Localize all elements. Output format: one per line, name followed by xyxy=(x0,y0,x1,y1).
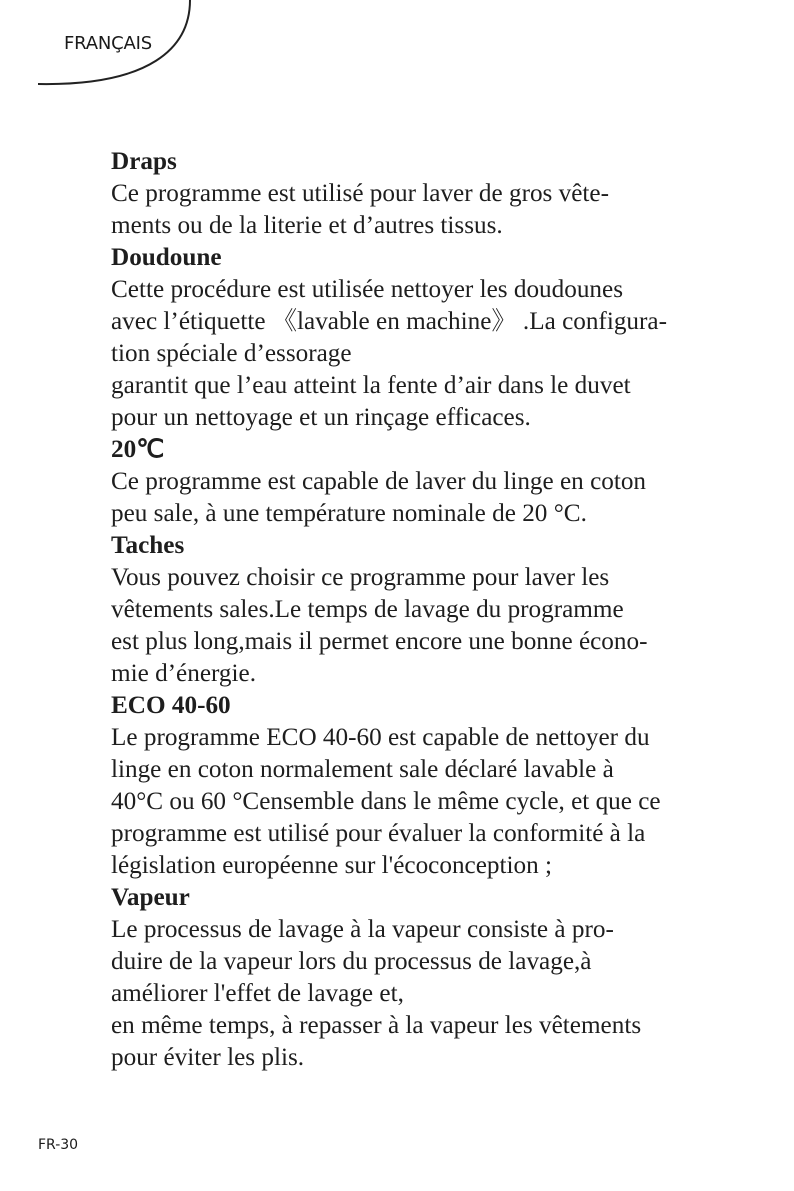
section-vapeur xyxy=(111,882,731,1074)
body-line: avec l’étiquette 《lavable en machine》 .La configura- xyxy=(111,308,667,335)
section-title: 20℃ xyxy=(111,436,165,463)
section-doudoune xyxy=(111,242,731,434)
body-line: mie d’énergie. xyxy=(111,660,257,687)
body-line: 40°C ou 60 °Censemble dans le même cycle, et que ce xyxy=(111,788,661,815)
body-line: Ce programme est capable de laver du linge en coton xyxy=(111,468,647,495)
body-line: Vous pouvez choisir ce programme pour laver les xyxy=(111,564,610,591)
section-title: ECO 40-60 xyxy=(111,692,231,719)
section-title: Draps xyxy=(111,148,177,175)
body-line: programme est utilisé pour évaluer la conformité à la xyxy=(111,820,646,847)
page-number: FR-30 xyxy=(38,1137,79,1153)
section-draps xyxy=(111,146,731,242)
body-line: législation européenne sur l'écoconception ; xyxy=(111,852,552,879)
body-line: Le processus de lavage à la vapeur consiste à pro- xyxy=(111,916,614,943)
body-line: en même temps, à repasser à la vapeur les vêtements xyxy=(111,1012,642,1039)
body-line: améliorer l'effet de lavage et, xyxy=(111,980,404,1007)
body-line: pour éviter les plis. xyxy=(111,1044,305,1071)
body-line: tion spéciale d’essorage xyxy=(111,340,352,367)
section-title: Taches xyxy=(111,532,185,559)
body-line: duire de la vapeur lors du processus de lavage,à xyxy=(111,948,592,975)
body-line: ments ou de la literie et d’autres tissus. xyxy=(111,212,503,239)
body-line: Cette procédure est utilisée nettoyer les doudounes xyxy=(111,276,623,303)
body-line: vêtements sales.Le temps de lavage du programme xyxy=(111,596,624,623)
document-body xyxy=(111,146,731,1074)
body-line: Ce programme est utilisé pour laver de gros vête- xyxy=(111,180,609,207)
section-eco-40-60 xyxy=(111,690,731,882)
section-20c xyxy=(111,434,731,530)
section-title: Doudoune xyxy=(111,244,222,271)
body-line: est plus long,mais il permet encore une bonne écono- xyxy=(111,628,648,655)
body-line: linge en coton normalement sale déclaré lavable à xyxy=(111,756,614,783)
body-line: Le programme ECO 40-60 est capable de nettoyer du xyxy=(111,724,650,751)
language-label: FRANÇAIS xyxy=(64,33,152,54)
body-line: garantit que l’eau atteint la fente d’air dans le duvet xyxy=(111,372,631,399)
body-line: peu sale, à une température nominale de 20 °C. xyxy=(111,500,587,527)
section-title: Vapeur xyxy=(111,884,190,911)
body-line: pour un nettoyage et un rinçage efficaces. xyxy=(111,404,531,431)
section-taches xyxy=(111,530,731,690)
